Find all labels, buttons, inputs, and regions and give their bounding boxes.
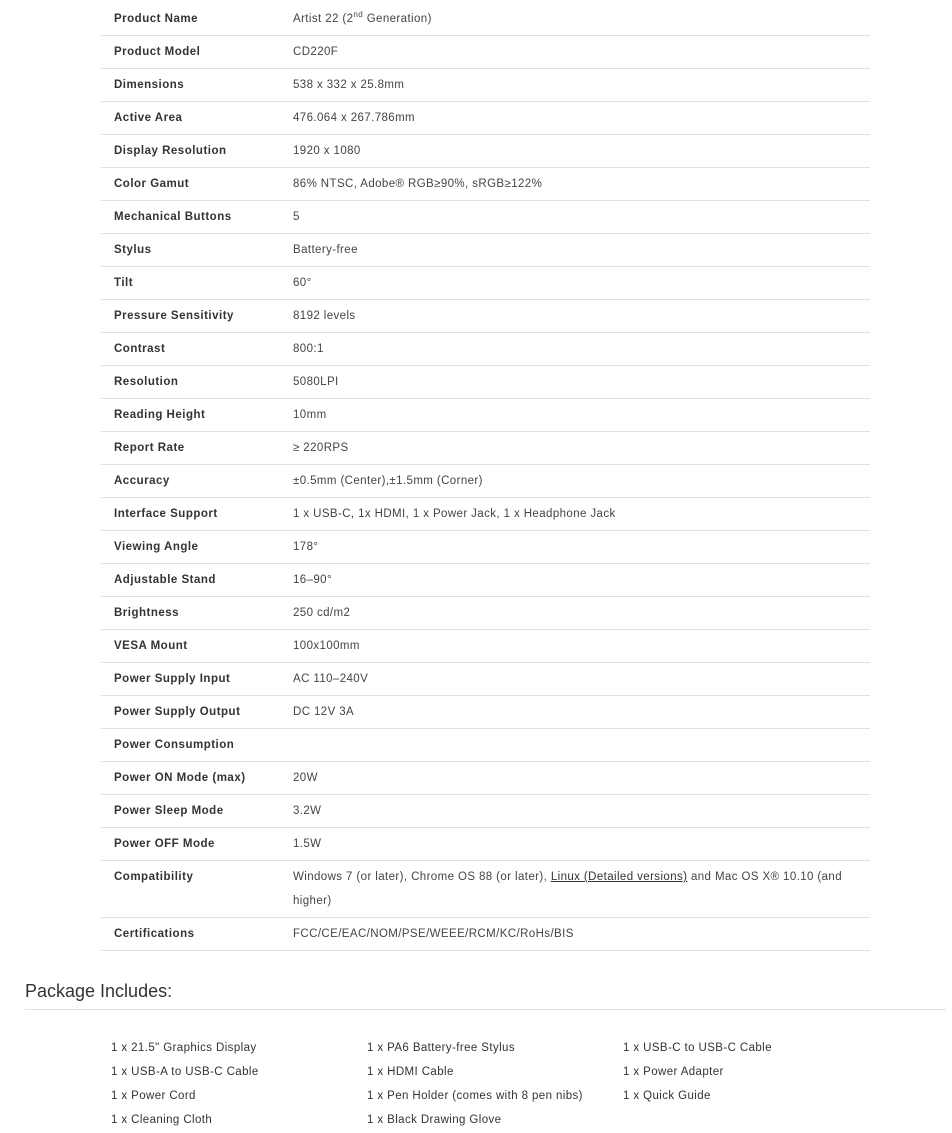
spec-row-mechanical-buttons xyxy=(101,201,870,234)
spec-value: 1920 x 1080 xyxy=(293,145,361,157)
spec-row-vesa-mount xyxy=(101,630,870,663)
spec-value-tail: and Mac OS X® 10.10 (and higher) xyxy=(293,871,843,907)
spec-row-accuracy xyxy=(101,465,870,498)
spec-value: 8192 levels xyxy=(293,310,356,322)
package-item: 1 x 21.5" Graphics Display xyxy=(111,1042,257,1054)
linux-versions-link[interactable]: Linux (Detailed versions) xyxy=(550,871,688,883)
spec-label: Power Supply Output xyxy=(114,706,241,718)
package-item: 1 x USB-C to USB-C Cable xyxy=(623,1042,772,1054)
spec-row-resolution xyxy=(101,366,870,399)
spec-label: VESA Mount xyxy=(114,640,188,652)
spec-value: 20W xyxy=(293,772,318,784)
spec-value xyxy=(293,7,870,31)
spec-row-power-consumption xyxy=(101,729,870,762)
spec-value: 1 x USB-C, 1x HDMI, 1 x Power Jack, 1 x Headphone Jack xyxy=(293,508,616,520)
spec-value: 10mm xyxy=(293,409,327,421)
spec-value: 60° xyxy=(293,277,312,289)
spec-value: 538 x 332 x 25.8mm xyxy=(293,79,405,91)
spec-value-text: Windows 7 (or later), Chrome OS 88 (or later), xyxy=(293,871,551,883)
package-row xyxy=(111,1084,891,1108)
spec-row-contrast xyxy=(101,333,870,366)
spec-row-tilt xyxy=(101,267,870,300)
spec-value: 5 xyxy=(293,211,300,223)
package-includes-heading: Package Includes: xyxy=(25,981,173,1001)
package-row xyxy=(111,1060,891,1084)
spec-label: Power Consumption xyxy=(114,739,235,751)
spec-row-adjustable-stand xyxy=(101,564,870,597)
spec-value: ≥ 220RPS xyxy=(293,442,349,454)
spec-row-power-sleep-mode xyxy=(101,795,870,828)
spec-row-brightness xyxy=(101,597,870,630)
spec-label: Pressure Sensitivity xyxy=(114,310,234,322)
spec-value-superscript: nd xyxy=(353,10,364,20)
package-row xyxy=(111,1108,891,1132)
spec-row-display-resolution xyxy=(101,135,870,168)
spec-value: AC 110–240V xyxy=(293,673,369,685)
spec-label: Power OFF Mode xyxy=(114,838,215,850)
spec-label: Tilt xyxy=(114,277,134,289)
package-row xyxy=(111,1036,891,1060)
spec-label: Active Area xyxy=(114,112,183,124)
spec-label: Report Rate xyxy=(114,442,185,454)
spec-label: Mechanical Buttons xyxy=(114,211,232,223)
spec-label: Adjustable Stand xyxy=(114,574,216,586)
spec-row-compatibility xyxy=(101,861,870,918)
spec-label: Stylus xyxy=(114,244,152,256)
spec-value: ±0.5mm (Center),±1.5mm (Corner) xyxy=(293,475,483,487)
spec-row-product-name xyxy=(101,3,870,36)
package-item: 1 x Pen Holder (comes with 8 pen nibs) xyxy=(367,1090,583,1102)
spec-row-reading-height xyxy=(101,399,870,432)
spec-label: Product Model xyxy=(114,46,201,58)
spec-value: 1.5W xyxy=(293,838,322,850)
spec-value-tail: Generation) xyxy=(363,13,432,25)
spec-value-text: Artist 22 (2 xyxy=(293,13,354,25)
spec-row-active-area xyxy=(101,102,870,135)
spec-label: Brightness xyxy=(114,607,180,619)
spec-value: 100x100mm xyxy=(293,640,360,652)
package-items-grid xyxy=(111,1036,891,1132)
spec-table xyxy=(101,3,870,951)
spec-row-power-on-mode xyxy=(101,762,870,795)
spec-label: Reading Height xyxy=(114,409,206,421)
package-item: 1 x Quick Guide xyxy=(623,1090,711,1102)
package-item: 1 x Power Adapter xyxy=(623,1066,724,1078)
spec-value: 800:1 xyxy=(293,343,324,355)
spec-row-power-supply-input xyxy=(101,663,870,696)
spec-row-stylus xyxy=(101,234,870,267)
package-item: 1 x Cleaning Cloth xyxy=(111,1114,213,1126)
spec-row-product-model xyxy=(101,36,870,69)
spec-row-certifications xyxy=(101,918,870,951)
spec-label: Accuracy xyxy=(114,475,170,487)
package-item: 1 x Power Cord xyxy=(111,1090,196,1102)
spec-value: 250 cd/m2 xyxy=(293,607,351,619)
spec-label: Product Name xyxy=(114,13,198,25)
package-item: 1 x Black Drawing Glove xyxy=(367,1114,502,1126)
spec-row-dimensions xyxy=(101,69,870,102)
package-item: 1 x HDMI Cable xyxy=(367,1066,454,1078)
spec-label: Dimensions xyxy=(114,79,185,91)
spec-label: Display Resolution xyxy=(114,145,227,157)
spec-label: Viewing Angle xyxy=(114,541,199,553)
spec-row-viewing-angle xyxy=(101,531,870,564)
spec-label: Certifications xyxy=(114,928,195,940)
spec-label: Resolution xyxy=(114,376,179,388)
spec-row-pressure-sensitivity xyxy=(101,300,870,333)
spec-row-power-off-mode xyxy=(101,828,870,861)
package-item: 1 x USB-A to USB-C Cable xyxy=(111,1066,259,1078)
spec-row-color-gamut xyxy=(101,168,870,201)
spec-value: Battery-free xyxy=(293,244,358,256)
spec-value: DC 12V 3A xyxy=(293,706,355,718)
spec-value: CD220F xyxy=(293,46,339,58)
spec-value xyxy=(293,865,870,913)
spec-label: Contrast xyxy=(114,343,166,355)
spec-label: Interface Support xyxy=(114,508,218,520)
spec-row-interface-support xyxy=(101,498,870,531)
spec-value: 5080LPI xyxy=(293,376,339,388)
spec-label: Power ON Mode (max) xyxy=(114,772,246,784)
spec-row-report-rate xyxy=(101,432,870,465)
divider xyxy=(25,1009,946,1010)
spec-label: Compatibility xyxy=(114,871,194,883)
spec-row-power-supply-output xyxy=(101,696,870,729)
spec-value: FCC/CE/EAC/NOM/PSE/WEEE/RCM/KC/RoHs/BIS xyxy=(293,928,574,940)
package-item: 1 x PA6 Battery-free Stylus xyxy=(367,1042,516,1054)
spec-value: 178° xyxy=(293,541,319,553)
spec-value: 86% NTSC, Adobe® RGB≥90%, sRGB≥122% xyxy=(293,178,543,190)
spec-label: Color Gamut xyxy=(114,178,190,190)
spec-label: Power Sleep Mode xyxy=(114,805,224,817)
spec-value: 16–90° xyxy=(293,574,332,586)
spec-value: 3.2W xyxy=(293,805,322,817)
spec-label: Power Supply Input xyxy=(114,673,231,685)
spec-value: 476.064 x 267.786mm xyxy=(293,112,416,124)
